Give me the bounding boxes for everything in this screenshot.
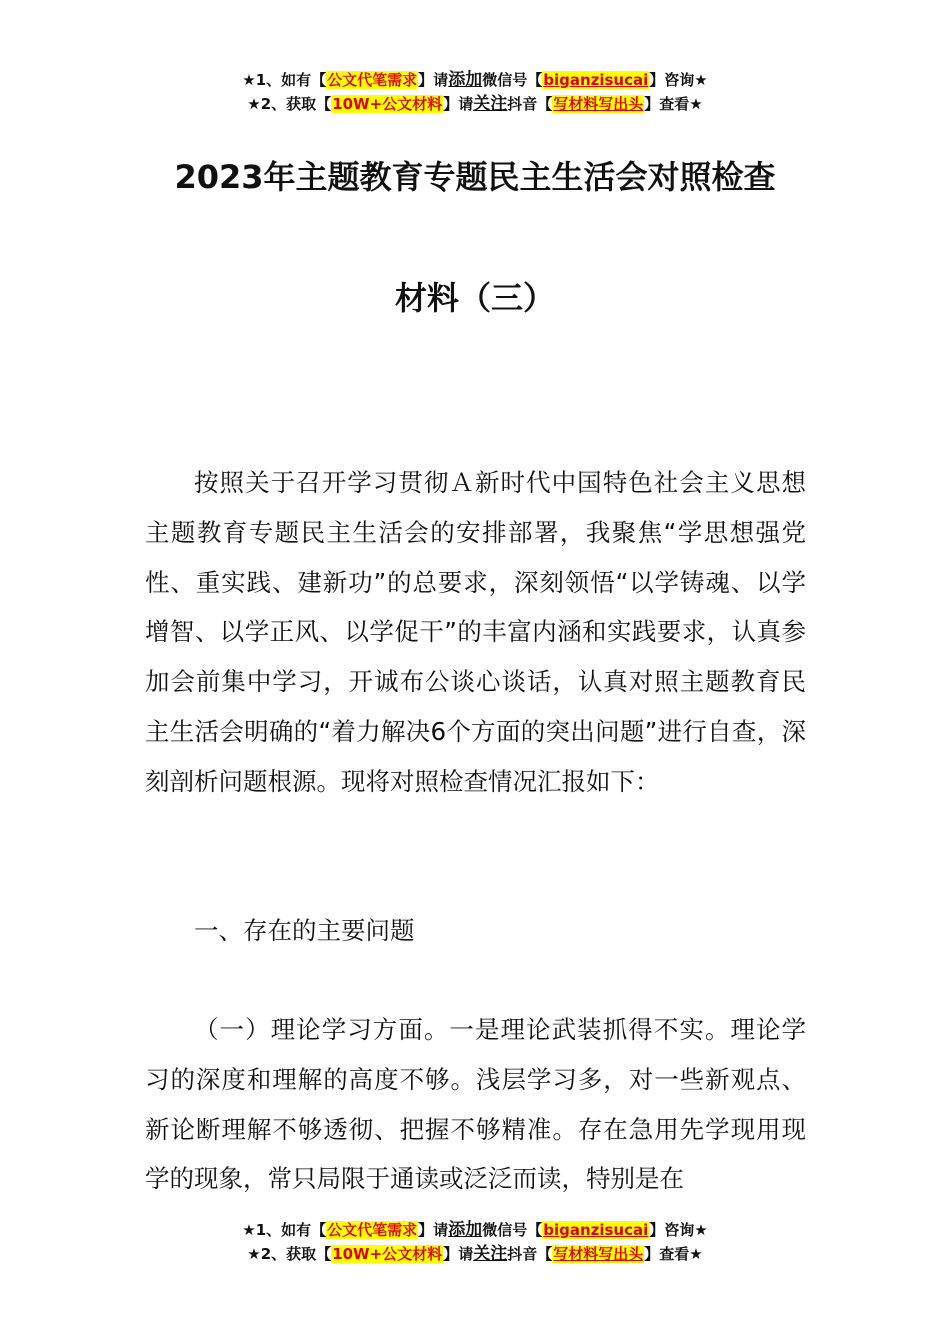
ad-text: 微信号【 <box>482 1221 543 1239</box>
ad-text: 】咨询★ <box>649 71 708 89</box>
ad-text: ★1、如有【 <box>242 1221 327 1239</box>
ad-wechat-id: biganzisucai <box>543 1221 649 1239</box>
ad-underline: 关注 <box>473 1244 508 1264</box>
ad-text: ★2、获取【 <box>247 1245 332 1263</box>
ad-underline: 添加 <box>448 1220 483 1240</box>
ad-text: 抖音【 <box>507 1245 553 1263</box>
doc-title-line-2: 材料（三） <box>394 279 555 317</box>
ad-highlight: 公文代笔需求 <box>327 1221 418 1239</box>
ad-banner-top <box>0 68 950 116</box>
ad-line-2 <box>0 1242 950 1266</box>
ad-line-1 <box>0 68 950 92</box>
intro-paragraph <box>145 458 806 807</box>
ad-text: ★1、如有【 <box>242 71 327 89</box>
ad-underline: 添加 <box>448 70 483 90</box>
ad-text: ★2、获取【 <box>247 95 332 113</box>
ad-highlight: 10W+公文材料 <box>332 1245 443 1263</box>
paragraph: 按照关于召开学习贯彻Ａ新时代中国特色社会主义思想主题教育专题民主生活会的安排部署，我聚焦“学思想强党性、重实践、建新功”的总要求，深刻领悟“以学铸魂、以学增智、以学正风、以学促干”的丰富内涵和实践要求，认真参加会前集中学习，开诚布公谈心谈话，认真对照主题教育民主生活会明确的“着力解决6个方面的突出问题”进行自查，深刻剖析问题根源。现将对照检查情况汇报如下： <box>145 468 806 796</box>
ad-text: 】请 <box>443 1245 474 1263</box>
ad-text: 】咨询★ <box>649 1221 708 1239</box>
doc-title-line-1: 2023年主题教育专题民主生活会对照检查 <box>174 158 776 196</box>
ad-highlight: 公文代笔需求 <box>327 71 418 89</box>
section-paragraph <box>145 1005 806 1204</box>
ad-text: 】请 <box>418 1221 449 1239</box>
ad-text: 】查看★ <box>644 95 703 113</box>
paragraph: （一）理论学习方面。一是理论武装抓得不实。理论学习的深度和理解的高度不够。浅层学习多，对一些新观点、新论断理解不够透彻、把握不够精准。存在急用先学现用现学的现象，常只局限于通读或泛泛而读，特别是在 <box>145 1015 806 1194</box>
ad-text: 】请 <box>418 71 449 89</box>
ad-highlight: 10W+公文材料 <box>332 95 443 113</box>
ad-text: 】查看★ <box>644 1245 703 1263</box>
ad-underline: 关注 <box>473 94 508 114</box>
ad-line-2 <box>0 92 950 116</box>
ad-text: 微信号【 <box>482 71 543 89</box>
ad-wechat-id: biganzisucai <box>543 71 649 89</box>
ad-douyin-id: 写材料写出头 <box>553 95 644 113</box>
heading-text: 一、存在的主要问题 <box>194 916 415 945</box>
ad-douyin-id: 写材料写出头 <box>553 1245 644 1263</box>
ad-banner-bottom <box>0 1218 950 1266</box>
ad-line-1 <box>0 1218 950 1242</box>
section-heading <box>145 906 806 956</box>
ad-text: 】请 <box>443 95 474 113</box>
ad-text: 抖音【 <box>507 95 553 113</box>
